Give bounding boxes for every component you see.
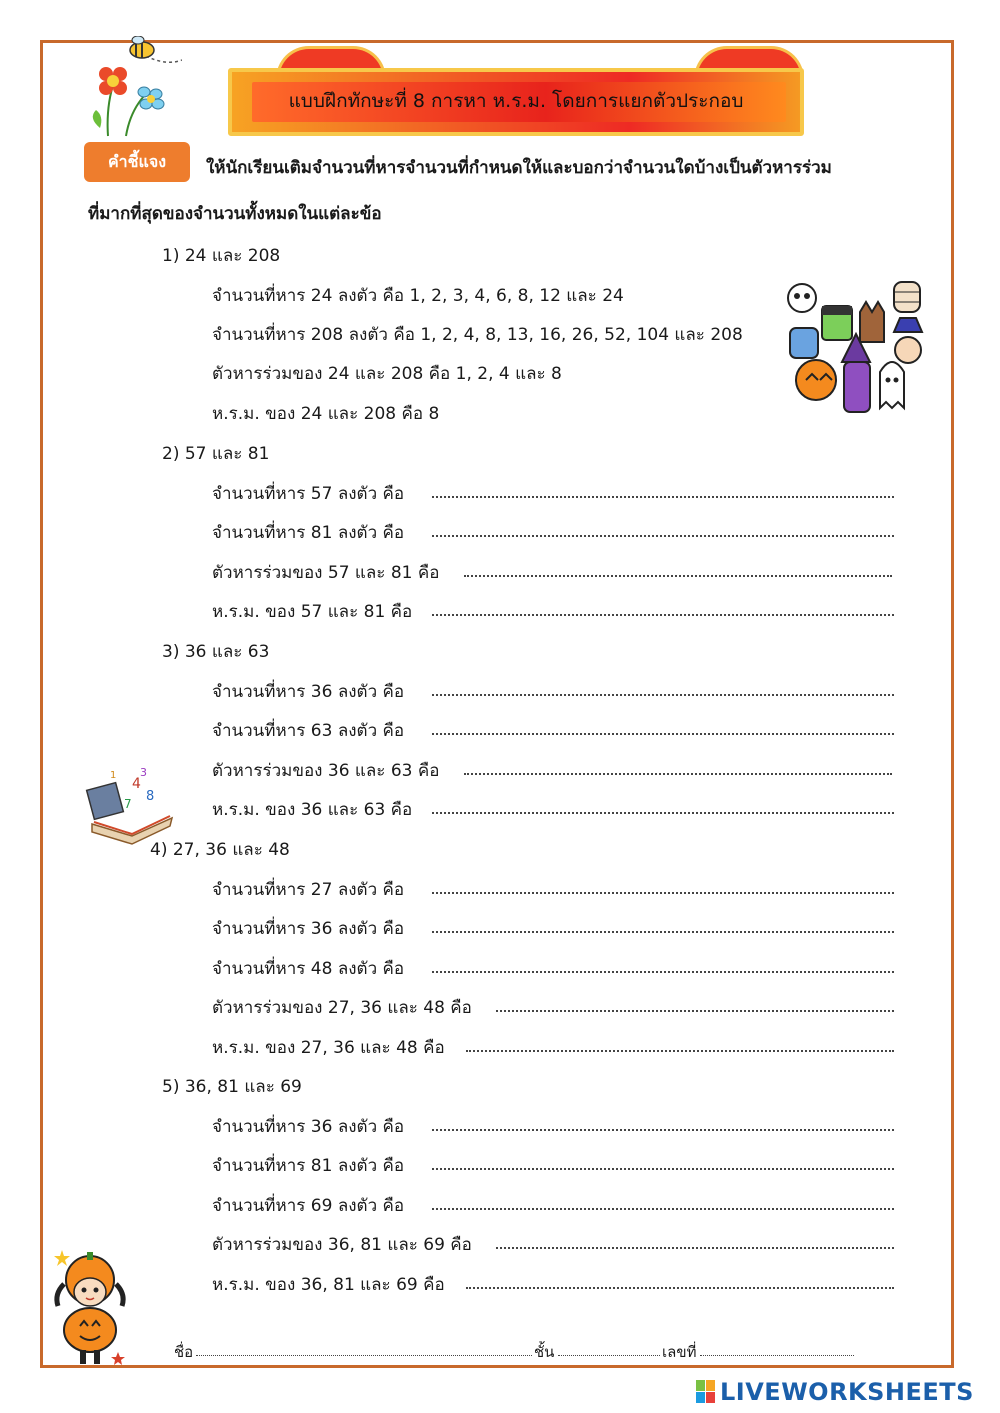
question-2-line: ตัวหารร่วมของ 57 และ 81 คือ xyxy=(212,563,440,583)
answer-blank[interactable] xyxy=(432,694,894,696)
question-5-line: ตัวหารร่วมของ 36, 81 และ 69 คือ xyxy=(212,1235,472,1255)
class-field[interactable] xyxy=(558,1355,660,1356)
question-5-line: จำนวนที่หาร 81 ลงตัว คือ xyxy=(212,1156,405,1176)
instruction-text-line2: ที่มากที่สุดของจำนวนทั้งหมดในแต่ละข้อ xyxy=(88,204,382,224)
question-3-line: จำนวนที่หาร 36 ลงตัว คือ xyxy=(212,682,405,702)
question-5-heading: 5) 36, 81 และ 69 xyxy=(162,1077,302,1097)
answer-blank[interactable] xyxy=(432,971,894,973)
question-1-heading: 1) 24 และ 208 xyxy=(162,246,281,266)
answer-blank[interactable] xyxy=(432,931,894,933)
instruction-text-line1: ให้นักเรียนเติมจำนวนที่หารจำนวนที่กำหนดให้และบอกว่าจำนวนใดบ้างเป็นตัวหารร่วม xyxy=(206,158,832,178)
name-label: ชื่อ xyxy=(174,1343,194,1361)
question-2-line: จำนวนที่หาร 81 ลงตัว คือ xyxy=(212,523,405,543)
brand-wordmark: LIVEWORKSHEETS xyxy=(720,1378,974,1406)
question-2-heading: 2) 57 และ 81 xyxy=(162,444,270,464)
question-3-line: ตัวหารร่วมของ 36 และ 63 คือ xyxy=(212,761,440,781)
answer-blank[interactable] xyxy=(432,1208,894,1210)
question-3-line: ห.ร.ม. ของ 36 และ 63 คือ xyxy=(212,800,413,820)
answer-blank[interactable] xyxy=(466,1287,894,1289)
question-2-line: ห.ร.ม. ของ 57 และ 81 คือ xyxy=(212,602,413,622)
title-banner xyxy=(228,46,804,138)
answer-blank[interactable] xyxy=(464,773,892,775)
question-4-line: ห.ร.ม. ของ 27, 36 และ 48 คือ xyxy=(212,1038,445,1058)
answer-blank[interactable] xyxy=(432,535,894,537)
question-4-line: จำนวนที่หาร 48 ลงตัว คือ xyxy=(212,959,405,979)
svg-text:3: 3 xyxy=(140,766,147,779)
question-4-line: ตัวหารร่วมของ 27, 36 และ 48 คือ xyxy=(212,998,472,1018)
answer-blank[interactable] xyxy=(466,1050,894,1052)
name-field[interactable] xyxy=(196,1355,532,1356)
number-label: เลขที่ xyxy=(662,1343,697,1361)
svg-text:8: 8 xyxy=(146,789,155,804)
answer-blank[interactable] xyxy=(432,1129,894,1131)
answer-blank[interactable] xyxy=(432,614,894,616)
question-4-heading: 4) 27, 36 และ 48 xyxy=(150,840,290,860)
question-1-line: จำนวนที่หาร 208 ลงตัว คือ 1, 2, 4, 8, 13, 16, 26, 52, 104 และ 208 xyxy=(212,325,743,345)
svg-text:7: 7 xyxy=(124,797,132,811)
pumpkin-girl-icon xyxy=(50,1244,130,1368)
question-1-line: ห.ร.ม. ของ 24 และ 208 คือ 8 xyxy=(212,404,440,424)
flowers-bee-icon xyxy=(86,36,182,140)
question-5-line: จำนวนที่หาร 36 ลงตัว คือ xyxy=(212,1117,405,1137)
answer-blank[interactable] xyxy=(432,1168,894,1170)
page-title: แบบฝึกทักษะที่ 8 การหา ห.ร.ม. โดยการแยกตัวประกอบ xyxy=(288,90,744,112)
answer-blank[interactable] xyxy=(432,496,894,498)
answer-blank[interactable] xyxy=(464,575,892,577)
answer-blank[interactable] xyxy=(432,892,894,894)
class-label: ชั้น xyxy=(534,1343,555,1361)
question-3-line: จำนวนที่หาร 63 ลงตัว คือ xyxy=(212,721,405,741)
liveworksheets-logo-icon xyxy=(696,1380,716,1404)
question-4-line: จำนวนที่หาร 27 ลงตัว คือ xyxy=(212,880,405,900)
answer-blank[interactable] xyxy=(496,1247,894,1249)
answer-blank[interactable] xyxy=(496,1010,894,1012)
instruction-label: คำชี้แจง xyxy=(84,142,190,182)
svg-text:1: 1 xyxy=(110,770,117,781)
question-1-line: จำนวนที่หาร 24 ลงตัว คือ 1, 2, 3, 4, 6, 8, 12 และ 24 xyxy=(212,286,624,306)
svg-text:4: 4 xyxy=(132,776,141,792)
number-field[interactable] xyxy=(700,1355,854,1356)
question-4-line: จำนวนที่หาร 36 ลงตัว คือ xyxy=(212,919,405,939)
question-1-line: ตัวหารร่วมของ 24 และ 208 คือ 1, 2, 4 และ 8 xyxy=(212,364,562,384)
answer-blank[interactable] xyxy=(432,733,894,735)
question-5-line: ห.ร.ม. ของ 36, 81 และ 69 คือ xyxy=(212,1275,445,1295)
question-5-line: จำนวนที่หาร 69 ลงตัว คือ xyxy=(212,1196,405,1216)
question-3-heading: 3) 36 และ 63 xyxy=(162,642,270,662)
halloween-monsters-icon xyxy=(776,276,926,422)
answer-blank[interactable] xyxy=(432,812,894,814)
question-2-line: จำนวนที่หาร 57 ลงตัว คือ xyxy=(212,484,405,504)
